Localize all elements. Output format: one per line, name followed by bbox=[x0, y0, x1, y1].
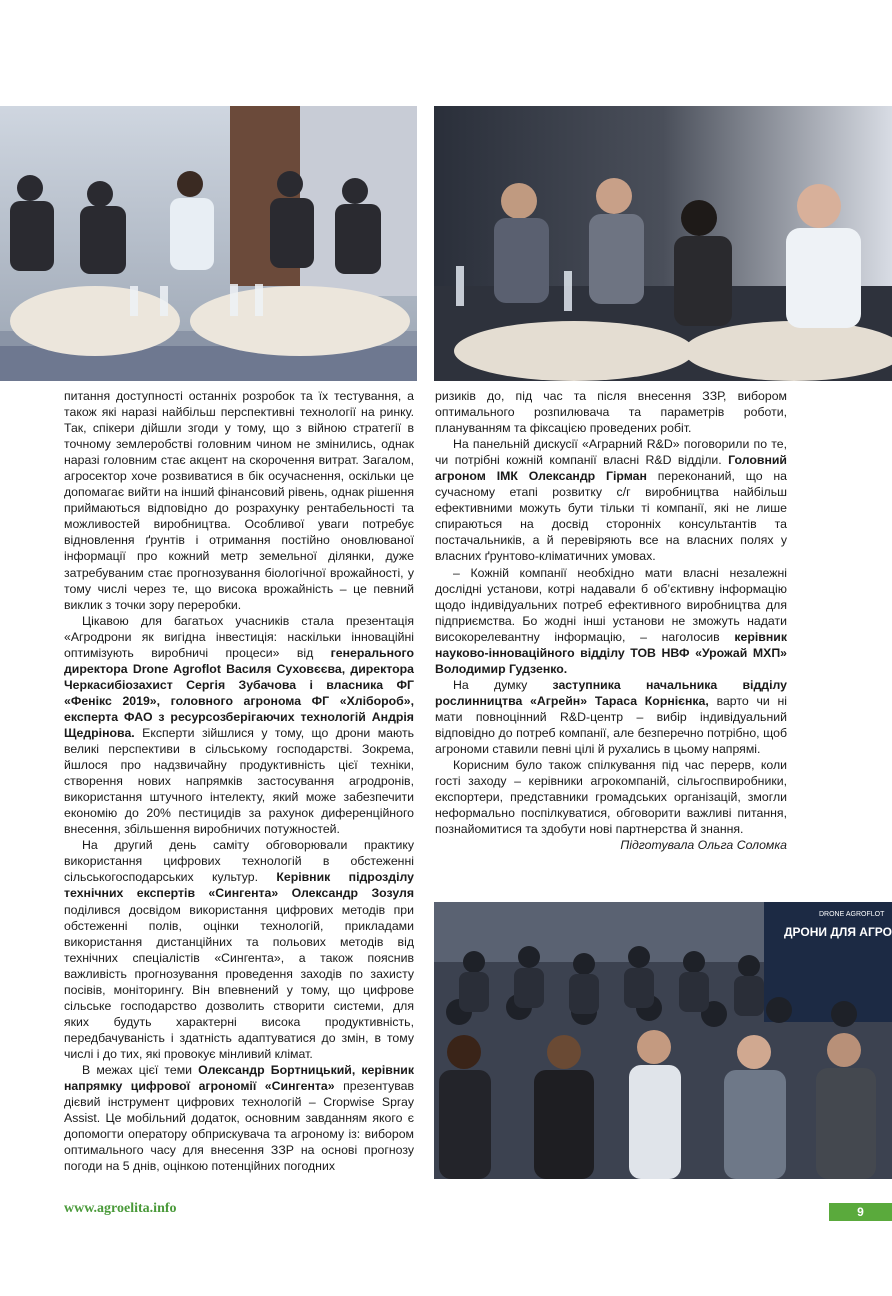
left-paragraph-4 bbox=[64, 1062, 414, 1174]
right-p2-speaker: Головний агроном ІМК Олександр Гірман bbox=[435, 453, 787, 484]
left-p3-intro: На другий день саміту обговорювали практику використання цифрових технологій в обстеженні сільськогосподарських культур. bbox=[64, 838, 414, 885]
article-byline: Підготувала Ольга Соломка bbox=[620, 838, 787, 853]
panel-photo-right bbox=[434, 106, 892, 381]
left-p2-intro: Цікавою для багатьох учасників стала презентація «Агродрони як вигідна інвестиція: наскільки інноваційні оптимізують виробничі процеси» від bbox=[64, 613, 414, 660]
left-p3-body: поділився досвідом використання цифрових методів при обстеженні полів, оцінки технологій, прикладами використання дистанційних та польових методів від технічних спеціалістів «Сингента», а також пояснив важливість прогнозування проведення заходів по захисту посівів, моніторингу. Він впевнений у тому, що цифрове сільське господарство дозволить створити системи, для яких будуть характерні висока продуктивність, передбачуваність і здатність адаптуватися до змін, в тому числі і до тих, які провокує мінливий клімат. bbox=[64, 902, 414, 1061]
right-paragraph-2 bbox=[435, 436, 787, 564]
article-column-right bbox=[435, 388, 787, 853]
right-p3-speaker: керівник науково-інноваційного відділу ТОВ НВФ «Урожай МХП» Володимир Гудзенко. bbox=[435, 629, 787, 676]
banner-brand: DRONE AGROFLOT bbox=[819, 911, 885, 918]
right-p4-body: варто чи ні мати повноцінний R&D-центр – вибір індивідуальний відповідно до потреб компанії, але безперечно потрібно, щоб агрономи ставили певні цілі й рухались в цьому напрямі. bbox=[435, 693, 788, 757]
left-paragraph-2 bbox=[64, 613, 414, 838]
article-column-left bbox=[64, 388, 414, 1174]
right-p2-body: переконаний, що на сучасному етапі розвитку с/г виробництва найбільш ефективними можуть бути тільки ті компанії, які не лише спираються на досвід сторонніх консультантів та постачальників, а й перевіряють все на власних полях у власних ґрунтово-кліматичних умовах. bbox=[435, 469, 788, 564]
left-p4-body: презентував дієвий інструмент цифрових технологій – Cropwise Spray Assist. Це мобільний додаток, основним завданням якого є допомогти оператору обприскувача та агроному із: вибором оптимального часу для внесення ЗЗР на основі прогнозу погоди на 5 днів, оцінкою потенційних погодних bbox=[64, 1079, 414, 1174]
left-p2-speakers: генерального директора Drone Agroflot Василя Суховєєва, директора Черкасибіозахист Сергія Зубачова і власника ФГ «Фенікс 2019», головного агронома ФГ «Хлібороб», експерта ФАО з ресурсозберігаючих технологій Андрія Щедрінова. bbox=[64, 645, 414, 740]
right-p4-speaker: заступника начальника відділу рослинництва «Агрейн» Тараса Корнієнка, bbox=[435, 677, 787, 708]
left-p2-body: Експерти зійшлися у тому, що дрони мають великі перспективи в сільському господарстві. Зокрема, йшлося про надзвичайну продуктивність цієї техніки, створення нових напрямків застосування агродронів, використання штучного інтелекту, який може забезпечити економію до 20% пестицидів за рахунок диференційного внесення, збільшення виробничих потужностей. bbox=[64, 725, 414, 837]
left-p4-intro: В межах цієї теми bbox=[82, 1062, 199, 1077]
right-paragraph-1: ризиків до, під час та після внесення ЗЗР, вибором оптимального розпилювача та параметрів роботи, плануванням та фіксацією проведених робіт. bbox=[435, 389, 787, 436]
right-p4-intro: На думку bbox=[453, 677, 553, 692]
right-paragraph-3 bbox=[435, 565, 787, 677]
right-p2-intro: На панельній дискусії «Аграрний R&D» поговорили по те, чи потрібні кожній компанії власні R&D відділи. bbox=[435, 437, 787, 468]
right-paragraph-5: Корисним було також спілкування під час перерв, коли гості заходу – керівники агрокомпаній, сільгоспвиробники, експортери, представники громадських організацій, змогли неформально поспілкуватися, обговорити важливі питання, познайомитися та здобути нові партнерства й знання. bbox=[435, 758, 787, 837]
left-paragraph-1: питання доступності останніх розробок та їх тестування, а також які наразі найбільш перспективні технології на ринку. Так, спікери дійшли згоди у тому, що з війною стратегії в точному землеробстві головним чином не змінились, однак наразі головним стає акцент на скорочення витрат. Загалом, агросектор хоче розвиватися в бік осучаснення, оскільки це допомагає вийти на інший фінансовий рівень, однак рішення приймаються відповідно до розрахунку рентабельності та можливостей виробництва. Особливої уваги потребує відновлення ґрунтів і отримання постійно оновлюваної інформації про кожний метр земельної ділянки, дуже затребуваним стає прогнозування біологічної врожайності, у тому числі через те, що висока врожайність – це певний виклик з точки зору переробки. bbox=[64, 389, 414, 612]
right-p3-quote: – Кожній компанії необхідно мати власні незалежні дослідні установи, котрі надавали б об’єктивну інформацію щодо індивідуальних потреб ефективного виробництва для підприємства. Бо жодні інші установи не зможуть надати високорелевантну інформацію, – наголосив bbox=[435, 565, 787, 644]
page-number: 9 bbox=[829, 1203, 892, 1221]
left-p4-speaker: Олександр Бортницький, керівник напрямку цифрової агрономії «Сингента» bbox=[64, 1062, 415, 1094]
left-p3-speaker: Керівник підрозділу технічних експертів «Сингента» Олександр Зозуля bbox=[64, 870, 414, 901]
footer-website-link[interactable]: www.agroelita.info bbox=[64, 1201, 177, 1216]
audience-photo bbox=[434, 902, 892, 1179]
left-paragraph-3 bbox=[64, 837, 414, 1062]
banner-text: ДРОНИ ДЛЯ АГРО bbox=[784, 925, 892, 939]
right-paragraph-4 bbox=[435, 677, 787, 757]
panel-photo-left bbox=[0, 106, 417, 381]
